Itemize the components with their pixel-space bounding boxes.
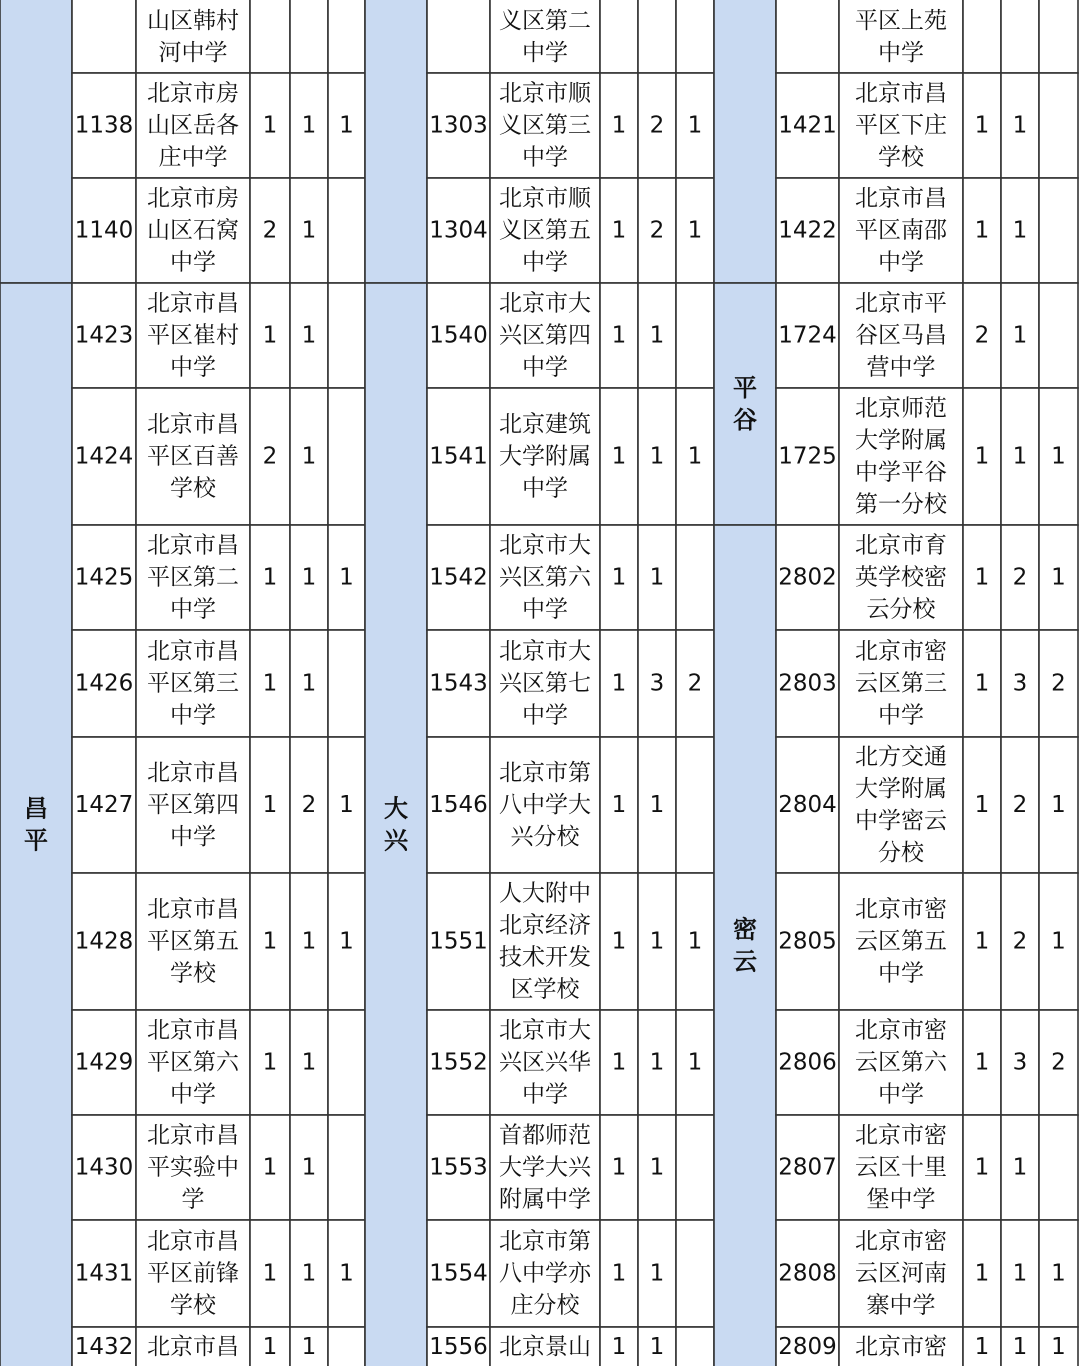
school-name-line: 北京市密 xyxy=(855,896,947,923)
school-name-line: 中学 xyxy=(522,40,568,66)
quota-value: 1 xyxy=(1051,1334,1066,1360)
school-name-line: 技术开发 xyxy=(499,944,591,971)
quota-value: 1 xyxy=(339,112,354,139)
school-name-line: 大学附属 xyxy=(499,443,591,470)
school-name-line: 北京市昌 xyxy=(147,1122,239,1149)
school-code: 1429 xyxy=(74,1049,134,1076)
school-name-line: 兴区第四 xyxy=(499,322,591,349)
school-code: 2805 xyxy=(778,928,837,955)
quota-value: 1 xyxy=(611,1049,627,1076)
quota-value: 1 xyxy=(974,1154,990,1181)
school-name-line: 寨中学 xyxy=(866,1292,936,1319)
school-name-line: 平区第二 xyxy=(147,564,239,591)
quota-value: 1 xyxy=(1051,1260,1066,1287)
school-code: 1424 xyxy=(74,443,134,470)
school-name-line: 平区第五 xyxy=(147,928,239,955)
quota-value: 1 xyxy=(974,217,990,244)
school-code: 1553 xyxy=(429,1154,488,1181)
quota-value: 1 xyxy=(649,322,665,349)
school-name-line: 山区石窝 xyxy=(147,217,239,244)
table-row-value-cell xyxy=(1039,0,1078,73)
school-code: 1542 xyxy=(429,564,488,591)
quota-value: 1 xyxy=(262,670,278,697)
quota-value: 1 xyxy=(649,792,665,818)
quota-value: 1 xyxy=(611,322,627,349)
school-name-line: 平区第四 xyxy=(147,792,239,818)
quota-value: 1 xyxy=(687,928,703,955)
school-name-line: 北京市昌 xyxy=(147,290,239,317)
quota-value: 1 xyxy=(262,928,278,955)
school-name-line: 河中学 xyxy=(158,40,228,66)
school-name-line: 中学 xyxy=(878,1081,924,1108)
school-name-line: 北京市育 xyxy=(855,532,947,559)
school-name-line: 大学附属 xyxy=(855,776,947,802)
quota-value: 1 xyxy=(301,1260,317,1287)
school-code: 1303 xyxy=(429,112,488,139)
school-name-line: 庄分校 xyxy=(510,1292,580,1319)
school-name-line: 营中学 xyxy=(866,354,936,381)
district-cell xyxy=(714,525,776,1366)
table-row-value-cell xyxy=(328,1010,365,1115)
school-code: 1430 xyxy=(74,1154,134,1181)
table-row-value-cell xyxy=(676,1220,714,1327)
table-row-value-cell xyxy=(676,737,714,873)
school-name-line: 堡中学 xyxy=(866,1186,936,1213)
school-name-line: 北京市第 xyxy=(499,1228,591,1255)
school-name-line: 北京建筑 xyxy=(499,411,591,438)
school-name-line: 兴区第六 xyxy=(499,564,591,591)
table-row-value-cell xyxy=(328,1327,365,1366)
quota-value: 2 xyxy=(1012,928,1028,955)
school-name-line: 北京市房 xyxy=(147,80,239,107)
school-name-line: 兴分校 xyxy=(510,824,580,850)
quota-value: 1 xyxy=(974,792,990,818)
quota-value: 1 xyxy=(687,217,703,244)
school-name-line: 北京市顺 xyxy=(499,80,591,107)
school-name-line: 第一分校 xyxy=(855,491,947,518)
school-name-line: 学校 xyxy=(878,144,924,171)
quota-value: 1 xyxy=(611,564,627,591)
quota-value: 2 xyxy=(301,792,317,818)
school-code: 1556 xyxy=(429,1334,488,1360)
table-row-value-cell xyxy=(638,0,676,73)
quota-value: 1 xyxy=(611,670,627,697)
district-cell-previous xyxy=(714,0,776,283)
school-name-line: 北方交通 xyxy=(855,744,947,770)
quota-value: 1 xyxy=(262,112,278,139)
school-name-line: 云区河南 xyxy=(855,1260,947,1287)
school-name-line: 中学 xyxy=(878,40,924,66)
school-name-line: 兴区兴华 xyxy=(499,1049,591,1076)
school-name-line: 平区第三 xyxy=(147,670,239,697)
school-code: 1138 xyxy=(74,112,134,139)
district-cell-previous xyxy=(365,0,427,283)
quota-value: 3 xyxy=(1012,670,1028,697)
school-code: 1426 xyxy=(74,670,134,697)
school-code: 1551 xyxy=(429,928,488,955)
school-name-line: 中学 xyxy=(878,960,924,987)
quota-value: 3 xyxy=(1012,1049,1028,1076)
table-row-value-cell xyxy=(1039,73,1078,178)
quota-value: 1 xyxy=(301,112,317,139)
quota-value: 1 xyxy=(1012,322,1028,349)
school-name-line: 义区第二 xyxy=(499,8,591,34)
quota-value: 1 xyxy=(974,928,990,955)
quota-value: 2 xyxy=(262,217,278,244)
quota-value: 1 xyxy=(611,1260,627,1287)
table-row-value-cell xyxy=(328,178,365,283)
quota-value: 1 xyxy=(262,1049,278,1076)
quota-value: 2 xyxy=(1012,564,1028,591)
school-name-line: 北京市昌 xyxy=(147,411,239,438)
quota-value: 1 xyxy=(301,564,317,591)
school-name-line: 平区第六 xyxy=(147,1049,239,1076)
quota-value: 1 xyxy=(1051,564,1066,591)
quota-value: 1 xyxy=(974,1049,990,1076)
school-name-line: 义区第五 xyxy=(499,217,591,244)
quota-value: 1 xyxy=(649,1154,665,1181)
school-name-line: 北京市密 xyxy=(855,1017,947,1044)
school-name-line: 北京市大 xyxy=(499,1017,591,1044)
school-name-line: 北京市昌 xyxy=(147,896,239,923)
school-name-line: 北京景山 xyxy=(499,1334,591,1360)
school-name-line: 平实验中 xyxy=(147,1154,239,1181)
school-name-line: 云区第五 xyxy=(855,928,947,955)
school-name-line: 北京市顺 xyxy=(499,185,591,212)
school-name-line: 学校 xyxy=(170,960,216,987)
quota-value: 1 xyxy=(1012,112,1028,139)
school-code: 1724 xyxy=(778,322,837,349)
school-name-line: 中学 xyxy=(170,596,216,623)
school-name-line: 中学 xyxy=(170,249,216,276)
school-name-line: 中学 xyxy=(522,596,568,623)
table-row-value-cell xyxy=(328,388,365,525)
school-name-line: 学校 xyxy=(170,475,216,502)
school-name-line: 北京市昌 xyxy=(147,638,239,665)
school-name-line: 中学 xyxy=(522,354,568,381)
table-row-value-cell xyxy=(676,0,714,73)
quota-value: 1 xyxy=(301,1049,317,1076)
quota-value: 1 xyxy=(649,443,665,470)
quota-value: 3 xyxy=(649,670,665,697)
school-name-line: 平区崔村 xyxy=(147,322,239,349)
school-name-line: 北京市密 xyxy=(855,1122,947,1149)
quota-value: 1 xyxy=(974,1260,990,1287)
quota-value: 1 xyxy=(339,1260,354,1287)
district-cell xyxy=(365,283,427,1366)
quota-value: 1 xyxy=(262,1154,278,1181)
school-name-line: 义区第三 xyxy=(499,112,591,139)
quota-value: 1 xyxy=(301,1334,317,1360)
school-name-line: 中学 xyxy=(522,475,568,502)
school-code: 1554 xyxy=(429,1260,488,1287)
quota-value: 1 xyxy=(974,564,990,591)
district-name-char: 昌 xyxy=(24,794,48,823)
school-name-line: 云区第六 xyxy=(855,1049,947,1076)
school-name-line: 北京市昌 xyxy=(147,1334,239,1360)
school-name-line: 中学 xyxy=(170,354,216,381)
quota-value: 1 xyxy=(262,792,278,818)
school-name-line: 中学 xyxy=(878,702,924,729)
quota-value: 1 xyxy=(301,670,317,697)
quota-value: 1 xyxy=(611,112,627,139)
school-name-line: 北京市平 xyxy=(855,290,947,317)
quota-value: 1 xyxy=(611,792,627,818)
school-name-line: 中学 xyxy=(522,144,568,171)
school-name-line: 中学 xyxy=(170,824,216,850)
quota-value: 1 xyxy=(1012,1154,1028,1181)
table-row-value-cell xyxy=(328,630,365,737)
school-name-line: 中学密云 xyxy=(855,808,947,834)
district-name-char: 平 xyxy=(24,826,48,855)
quota-value: 1 xyxy=(301,443,317,470)
district-name-char: 大 xyxy=(384,794,408,823)
quota-value: 2 xyxy=(974,322,990,349)
school-name-line: 中学 xyxy=(878,249,924,276)
school-code: 2802 xyxy=(778,564,837,591)
quota-value: 1 xyxy=(1051,792,1066,818)
school-code: 1725 xyxy=(778,443,837,470)
table-row-code-cell xyxy=(776,0,839,73)
table-row-value-cell xyxy=(676,1327,714,1366)
school-name-line: 北京市大 xyxy=(499,638,591,665)
school-code: 2808 xyxy=(778,1260,837,1287)
school-code: 1304 xyxy=(429,217,488,244)
school-name-line: 北京市密 xyxy=(855,1228,947,1255)
quota-value: 1 xyxy=(262,1334,278,1360)
school-name-line: 北京师范 xyxy=(855,395,947,422)
school-name-line: 平区南邵 xyxy=(855,217,947,244)
school-name-line: 云区十里 xyxy=(855,1154,947,1181)
school-code: 1431 xyxy=(74,1260,134,1287)
quota-value: 1 xyxy=(339,792,354,818)
school-name-line: 云分校 xyxy=(866,596,936,623)
school-code: 1140 xyxy=(74,217,134,244)
school-name-line: 山区韩村 xyxy=(147,8,239,34)
quota-value: 1 xyxy=(1051,443,1066,470)
district-name-char: 兴 xyxy=(384,826,408,855)
school-name-line: 区学校 xyxy=(510,976,580,1003)
quota-value: 2 xyxy=(262,443,278,470)
quota-value: 1 xyxy=(974,1334,990,1360)
school-code: 2809 xyxy=(778,1334,837,1360)
school-code: 1425 xyxy=(74,564,134,591)
quota-value: 2 xyxy=(1051,670,1066,697)
school-code: 1543 xyxy=(429,670,488,697)
school-code: 1540 xyxy=(429,322,488,349)
quota-value: 1 xyxy=(1012,1260,1028,1287)
quota-value: 1 xyxy=(339,564,354,591)
quota-value: 1 xyxy=(687,443,703,470)
school-code: 1423 xyxy=(74,322,134,349)
school-name-line: 北京经济 xyxy=(499,912,591,939)
school-name-line: 兴区第七 xyxy=(499,670,591,697)
school-name-line: 中学 xyxy=(522,249,568,276)
school-name-line: 北京市昌 xyxy=(147,1228,239,1255)
quota-value: 1 xyxy=(611,217,627,244)
table-row-value-cell xyxy=(1039,283,1078,388)
school-name-line: 学校 xyxy=(170,1292,216,1319)
school-name-line: 北京市密 xyxy=(855,638,947,665)
table-row-value-cell xyxy=(328,0,365,73)
quota-value: 2 xyxy=(649,112,665,139)
school-name-line: 大学大兴 xyxy=(499,1154,591,1181)
school-name-line: 谷区马昌 xyxy=(855,322,947,349)
school-name-line: 八中学亦 xyxy=(499,1260,591,1287)
school-name-line: 首都师范 xyxy=(499,1122,591,1149)
school-name-line: 人大附中 xyxy=(499,880,591,907)
school-code: 1552 xyxy=(429,1049,488,1076)
quota-value: 1 xyxy=(1051,928,1066,955)
quota-value: 1 xyxy=(1012,1334,1028,1360)
district-name-char: 谷 xyxy=(733,406,757,434)
school-name-line: 北京市大 xyxy=(499,290,591,317)
school-code: 1421 xyxy=(778,112,837,139)
table-row-value-cell xyxy=(250,0,290,73)
school-name-line: 大学附属 xyxy=(855,427,947,454)
school-name-line: 云区第三 xyxy=(855,670,947,697)
quota-value: 1 xyxy=(339,928,354,955)
quota-value: 1 xyxy=(262,564,278,591)
table-row-value-cell xyxy=(600,0,638,73)
school-code: 1422 xyxy=(778,217,837,244)
school-name-line: 平区上苑 xyxy=(855,8,947,34)
district-name-char: 云 xyxy=(733,947,757,976)
school-name-line: 中学 xyxy=(170,702,216,729)
school-name-line: 北京市密 xyxy=(855,1334,947,1360)
table-row-value-cell xyxy=(963,0,1001,73)
quota-value: 1 xyxy=(301,1154,317,1181)
school-code: 1428 xyxy=(74,928,134,955)
table-row-value-cell xyxy=(328,1115,365,1220)
quota-value: 1 xyxy=(649,1049,665,1076)
table-row-value-cell xyxy=(1039,1115,1078,1220)
school-name-line: 北京市第 xyxy=(499,760,591,786)
quota-value: 1 xyxy=(262,322,278,349)
school-name-line: 北京市昌 xyxy=(855,185,947,212)
table-row-value-cell xyxy=(676,1115,714,1220)
school-code: 1541 xyxy=(429,443,488,470)
quota-value: 1 xyxy=(1012,217,1028,244)
quota-value: 1 xyxy=(301,928,317,955)
school-name-line: 中学 xyxy=(522,1081,568,1108)
school-name-line: 北京市昌 xyxy=(147,760,239,786)
school-name-line: 庄中学 xyxy=(158,144,228,171)
district-name-char: 平 xyxy=(733,374,757,402)
school-code: 1432 xyxy=(74,1334,134,1360)
quota-value: 2 xyxy=(1051,1049,1066,1076)
quota-value: 1 xyxy=(649,1334,665,1360)
quota-value: 1 xyxy=(301,217,317,244)
district-cell xyxy=(0,283,72,1366)
table-row-value-cell xyxy=(676,283,714,388)
school-name-line: 北京市房 xyxy=(147,185,239,212)
school-name-line: 北京市昌 xyxy=(147,532,239,559)
school-code: 1546 xyxy=(429,792,488,818)
school-name-line: 中学平谷 xyxy=(855,459,947,486)
school-name-line: 北京市昌 xyxy=(855,80,947,107)
school-code: 2807 xyxy=(778,1154,837,1181)
table-row-value-cell xyxy=(290,0,328,73)
school-name-line: 八中学大 xyxy=(499,792,591,818)
quota-value: 1 xyxy=(301,322,317,349)
school-name-line: 英学校密 xyxy=(855,564,947,591)
quota-value: 2 xyxy=(687,670,703,697)
quota-value: 1 xyxy=(611,443,627,470)
district-name-char: 密 xyxy=(733,915,757,944)
quota-value: 2 xyxy=(649,217,665,244)
table-row-value-cell xyxy=(1001,0,1039,73)
quota-value: 1 xyxy=(649,564,665,591)
district-cell xyxy=(714,283,776,525)
school-code: 2804 xyxy=(778,792,837,818)
quota-value: 1 xyxy=(611,928,627,955)
table-row-value-cell xyxy=(676,525,714,630)
school-name-line: 北京市昌 xyxy=(147,1017,239,1044)
quota-value: 1 xyxy=(687,1049,703,1076)
school-name-line: 学 xyxy=(181,1186,205,1213)
quota-value: 1 xyxy=(974,443,990,470)
quota-value: 1 xyxy=(974,112,990,139)
school-code: 1427 xyxy=(74,792,134,818)
school-name-line: 附属中学 xyxy=(499,1186,591,1213)
quota-value: 1 xyxy=(611,1334,627,1360)
school-name-line: 山区岳各 xyxy=(147,112,239,139)
table-row-value-cell xyxy=(328,283,365,388)
school-name-line: 中学 xyxy=(522,702,568,729)
district-cell-previous xyxy=(0,0,72,283)
quota-value: 1 xyxy=(649,928,665,955)
quota-value: 1 xyxy=(974,670,990,697)
school-name-line: 分校 xyxy=(878,840,924,866)
table-row-code-cell xyxy=(72,0,136,73)
quota-value: 1 xyxy=(611,1154,627,1181)
quota-value: 2 xyxy=(1012,792,1028,818)
school-code: 2806 xyxy=(778,1049,837,1076)
quota-value: 1 xyxy=(687,112,703,139)
school-name-line: 平区下庄 xyxy=(855,112,947,139)
school-name-line: 平区前锋 xyxy=(147,1260,239,1287)
quota-value: 1 xyxy=(649,1260,665,1287)
quota-value: 1 xyxy=(1012,443,1028,470)
school-name-line: 平区百善 xyxy=(147,443,239,470)
school-name-line: 北京市大 xyxy=(499,532,591,559)
table-row-value-cell xyxy=(1039,178,1078,283)
school-code: 2803 xyxy=(778,670,837,697)
table-row-code-cell xyxy=(427,0,490,73)
quota-value: 1 xyxy=(262,1260,278,1287)
school-name-line: 中学 xyxy=(170,1081,216,1108)
